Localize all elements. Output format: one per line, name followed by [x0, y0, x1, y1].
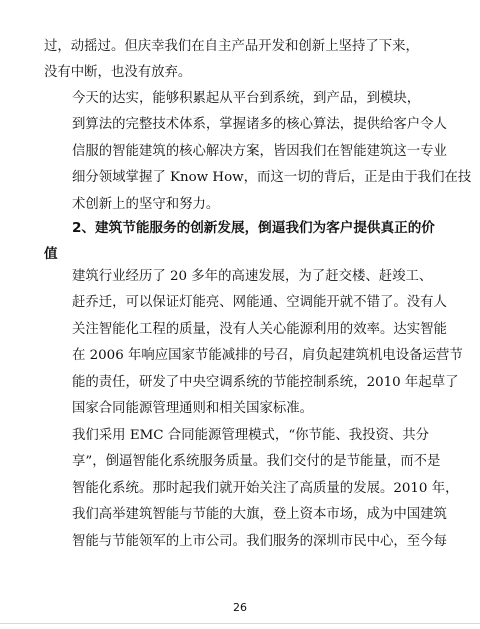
text-line: 智能与节能领军的上市公司。我们服务的深圳市民中心，至今每	[72, 533, 447, 549]
text-line: 没有中断，也没有放弃。	[44, 65, 192, 81]
text-line: 今天的达实，能够积累起从平台到系统，到产品，到模块，	[72, 91, 421, 106]
text-line: 建筑行业经历了 20 多年的高速发展，为了赶交楼、赶竣工、	[72, 269, 433, 284]
section-heading	[44, 215, 436, 268]
text-line: 过，动摇过。但庆幸我们在自主产品开发和创新上坚持了下来，	[44, 39, 419, 54]
text-line: 赶乔迁，可以保证灯能亮、网能通、空调能开就不错了。没有人	[72, 295, 447, 311]
text-line: 到算法的完整技术体系，掌握诸多的核心算法，提供给客户令人	[72, 117, 447, 133]
text-line: 智能化系统。那时起我们就开始关注了高质量的发展。2010 年，	[72, 480, 459, 496]
text-line: 国家合同能源管理通则和相关国家标准。	[72, 401, 314, 417]
text-line: 细分领域掌握了 Know How，而这一切的背后，正是由于我们在技	[72, 170, 472, 186]
heading-line: 2、建筑节能服务的创新发展，倒逼我们为客户提供真正的价	[72, 220, 435, 236]
text-line: 我们高举建筑智能与节能的大旗，登上资本市场，成为中国建筑	[72, 507, 447, 523]
text-line: 信服的智能建筑的核心解决方案，皆因我们在智能建筑这一专业	[72, 143, 447, 159]
page-number: 26	[233, 601, 247, 614]
text-line: 术创新上的坚守和努力。	[72, 196, 220, 212]
paragraph-3	[44, 264, 463, 422]
paragraph-1	[44, 34, 436, 87]
paragraph-2	[44, 86, 472, 218]
paragraph-4	[44, 423, 459, 555]
heading-line: 值	[44, 246, 58, 263]
text-line: 关注智能化工程的质量，没有人关心能源利用的效率。达实智能	[72, 321, 447, 337]
page-bottom-divider	[0, 623, 480, 624]
text-line: 我们采用 EMC 合同能源管理模式，“你节能、我投资、共分	[72, 428, 430, 443]
text-line: 享”，倒逼智能化系统服务质量。我们交付的是节能量，而不是	[72, 454, 441, 470]
text-line: 能的责任，研发了中央空调系统的节能控制系统，2010 年起草了	[72, 374, 459, 390]
text-line: 在 2006 年响应国家节能减排的号召，肩负起建筑机电设备运营节	[72, 348, 463, 364]
